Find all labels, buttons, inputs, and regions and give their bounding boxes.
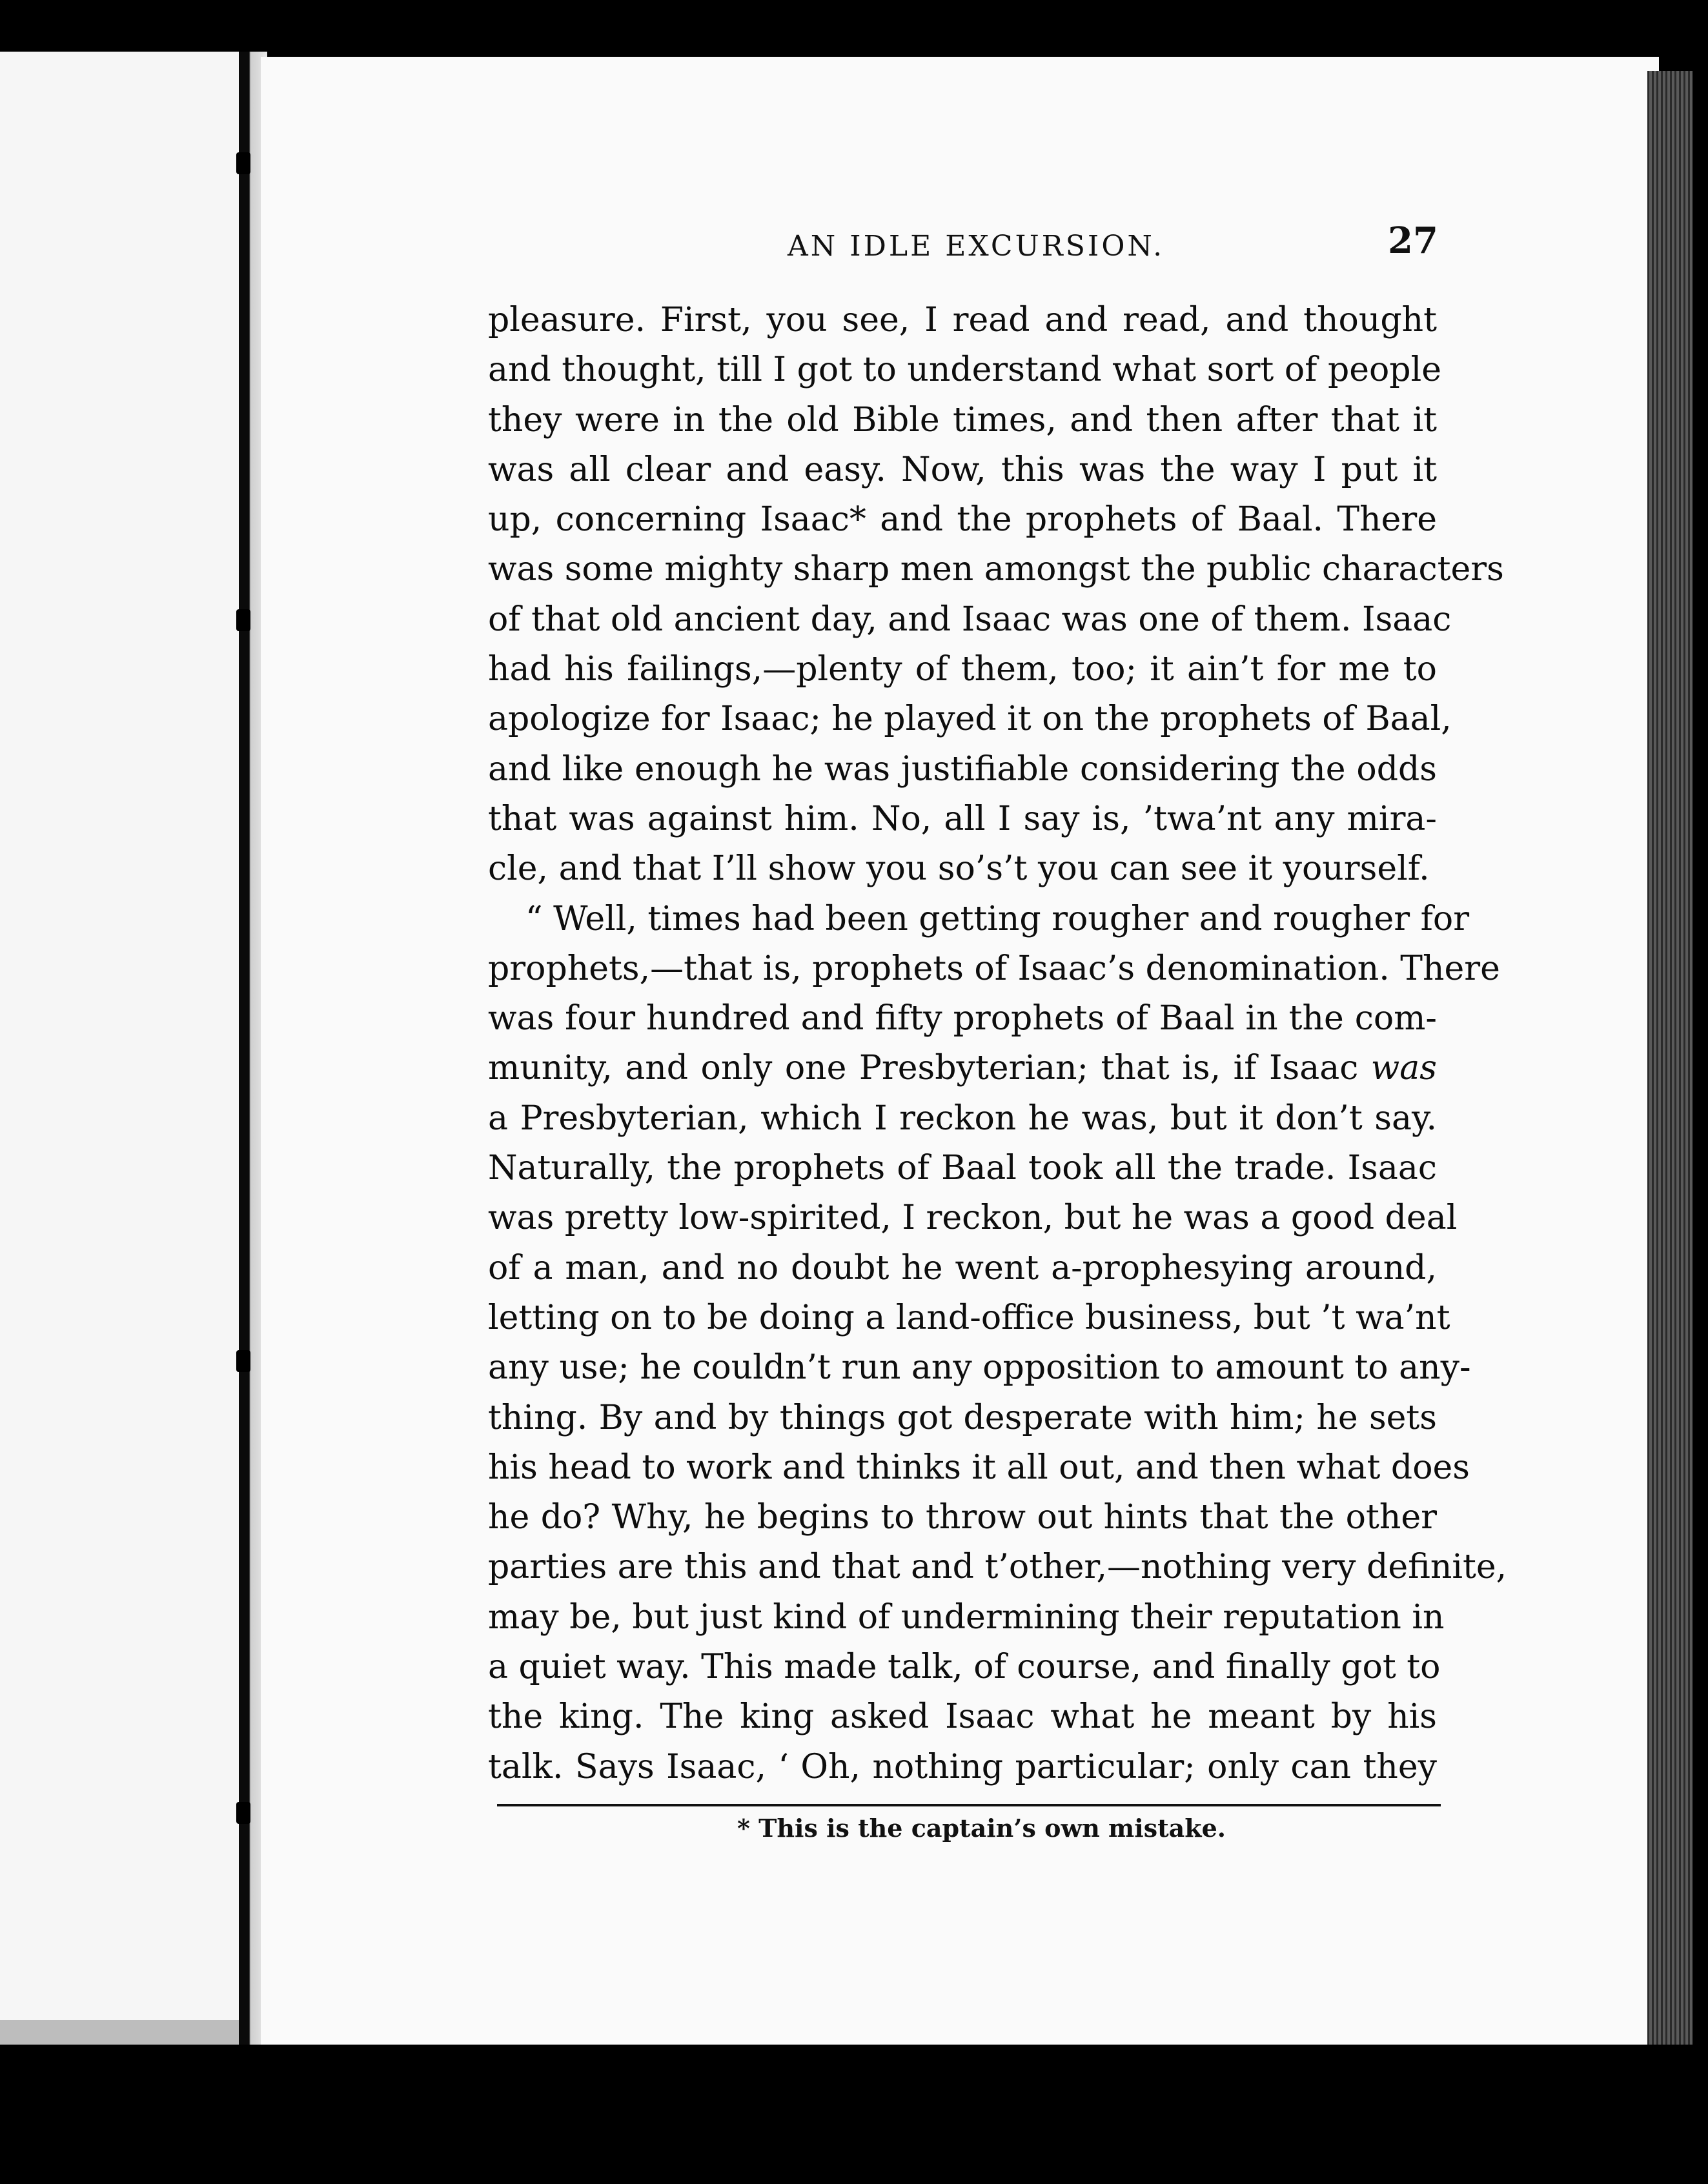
- text-line: was some mighty sharp men amongst the public characters: [488, 550, 1504, 589]
- text-line: talk. Says Isaac, ‘ Oh, nothing particular; only can they: [488, 1747, 1437, 1786]
- text-line: the king. The king asked Isaac what he meant by his: [488, 1697, 1437, 1737]
- text-line: may be, but just kind of undermining their reputation in: [488, 1597, 1445, 1637]
- text-line: that was against him. No, all I say is, ’twa’nt any mira-: [488, 799, 1437, 838]
- binding-stitch: [236, 152, 250, 174]
- text-line: munity, and only one Presbyterian; that is, if Isaac was: [488, 1049, 1437, 1088]
- text-line: his head to work and thinks it all out, and then what does: [488, 1448, 1470, 1487]
- text-line: of that old ancient day, and Isaac was one of them. Isaac: [488, 600, 1452, 639]
- running-head: AN IDLE EXCURSION.: [788, 230, 1165, 263]
- text-line: was all clear and easy. Now, this was the way I put it: [488, 450, 1437, 489]
- text-line: parties are this and that and t’other,—nothing very definite,: [488, 1548, 1507, 1587]
- footnote-rule: [497, 1804, 1441, 1806]
- footnote: * This is the captain’s own mistake.: [737, 1814, 1226, 1843]
- text-line: he do? Why, he begins to throw out hints that the other: [488, 1498, 1437, 1537]
- text-line: had his failings,—plenty of them, too; it ain’t for me to: [488, 650, 1437, 689]
- text-line: pleasure. First, you see, I read and read, and thought: [488, 301, 1437, 339]
- text-line: they were in the old Bible times, and then after that it: [488, 400, 1437, 440]
- text-line: was four hundred and fifty prophets of Baal in the com-: [488, 999, 1437, 1038]
- text-line: a Presbyterian, which I reckon he was, but it don’t say.: [488, 1098, 1437, 1138]
- scan-border: [0, 2045, 1708, 2184]
- binding-stitch: [236, 1350, 250, 1372]
- text-line: any use; he couldn’t run any opposition to amount to any-: [488, 1348, 1471, 1388]
- binding-stitch: [236, 609, 250, 631]
- text-line: of a man, and no doubt he went a-prophesying around,: [488, 1248, 1437, 1288]
- text-line: cle, and that I’ll show you so’s’t you can see it yourself.: [488, 849, 1430, 889]
- body-text: [488, 296, 1507, 1792]
- text-line: apologize for Isaac; he played it on the prophets of Baal,: [488, 700, 1452, 739]
- text-line: a quiet way. This made talk, of course, and finally got to: [488, 1648, 1441, 1687]
- binding-stitch: [236, 1802, 250, 1824]
- text-line: and thought, till I got to understand what sort of people: [488, 350, 1441, 390]
- left-page-edge: [0, 2020, 247, 2046]
- text-line: “ Well, times had been getting rougher and rougher for: [525, 899, 1470, 938]
- text-line: thing. By and by things got desperate with him; he sets: [488, 1398, 1437, 1437]
- right-page-edge: [1647, 71, 1693, 2046]
- text-line: was pretty low-spirited, I reckon, but he was a good deal: [488, 1198, 1458, 1238]
- text-line: and like enough he was justifiable considering the odds: [488, 749, 1437, 789]
- text-line: letting on to be doing a land-office business, but ’t wa’nt: [488, 1298, 1450, 1337]
- left-page: [0, 52, 247, 2046]
- page-number: 27: [1388, 219, 1438, 262]
- text-line: prophets,—that is, prophets of Isaac’s denomination. There: [488, 949, 1500, 988]
- text-line: up, concerning Isaac* and the prophets of Baal. There: [488, 500, 1437, 540]
- text-line: Naturally, the prophets of Baal took all the trade. Isaac: [488, 1149, 1437, 1188]
